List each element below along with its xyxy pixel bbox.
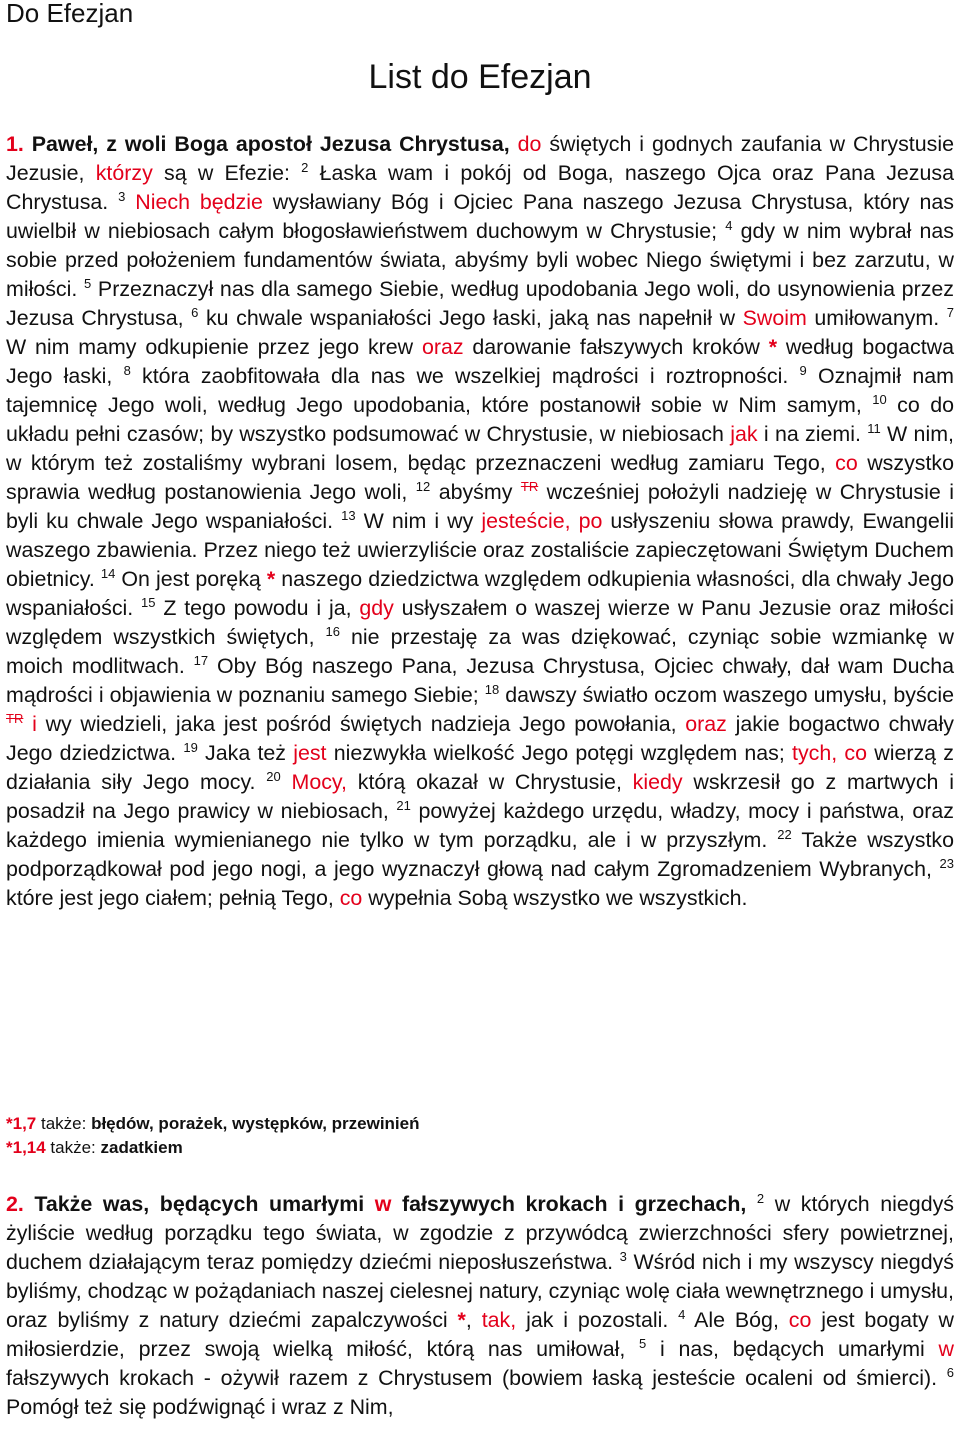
text-segment: W nim, w którym też zostaliśmy wybrani losem, będąc przeznaczeni według zamiaru Tego, — [6, 422, 954, 475]
text-segment: Przeznaczył nas dla samego Siebie, według upodobania Jego woli, do usynowienia przez Jezusa Chrystusa, — [6, 277, 954, 330]
verse-number: 23 — [939, 855, 954, 871]
text-segment: Wśród nich i my wszyscy niegdyś byliśmy, chodząc w pożądaniach naszej cielesnej natury, czyniąc wolę ciała wewnętrznego i umysłu, oraz byliśmy z natury dziećmi zapalczywości — [6, 1250, 954, 1332]
text-segment: co — [835, 451, 858, 475]
text-segment: 2. — [6, 1192, 24, 1216]
text-segment: Oby Bóg naszego Pana, Jezusa Chrystusa, Ojciec chwały, dał wam Ducha mądrości i objawienia w poznaniu samego Siebie; — [6, 654, 954, 707]
text-segment: co do układu pełni czasów; by wszystko podsumować w Chrystusie, w niebiosach — [6, 393, 954, 446]
text-segment: jak i pozostali. — [516, 1308, 679, 1332]
text-segment: powyżej każdego urzędu, władzy, mocy i państwa, oraz każdego imienia wymienianego nie tylko w tym porządku, ale i w przyszłym. — [6, 799, 954, 852]
text-segment: Paweł, z woli Boga apostoł Jezusa Chrystusa, — [23, 132, 510, 156]
verse-number: 7 — [946, 304, 954, 320]
text-segment: * — [457, 1308, 466, 1332]
text-segment: tak, — [481, 1308, 517, 1332]
verse-number: 19 — [183, 739, 198, 755]
verse-number: 9 — [799, 362, 807, 378]
text-segment: Niech będzie — [125, 190, 263, 214]
text-segment: którą okazał w Chrystusie, — [346, 770, 633, 794]
text-segment: darowanie fałszywych kroków — [463, 335, 769, 359]
footnote-1-7 — [6, 1112, 954, 1136]
verse-number: 8 — [123, 362, 131, 378]
verse-number: 2 — [301, 159, 309, 175]
text-segment: Swoim — [742, 306, 807, 330]
text-segment: Pomógł też się podźwignąć i wraz z Nim, — [6, 1395, 394, 1419]
verse-number: 21 — [396, 797, 411, 813]
verse-number: 6 — [191, 304, 199, 320]
text-segment: wy wiedzieli, jaka jest pośród świętych nadzieja Jego powołania, — [36, 712, 686, 736]
verse-number: 5 — [84, 275, 92, 291]
text-segment: i na ziemi. — [757, 422, 868, 446]
text-segment: co — [788, 1308, 812, 1332]
text-segment: wskrzesił go z martwych i posadził na Jego prawicy w niebiosach, — [6, 770, 954, 823]
text-segment: są w Efezie: — [152, 161, 302, 185]
text-segment: gdy w nim wybrał nas sobie przed położeniem fundamentów świata, abyśmy byli wobec Niego świętymi i bez zarzutu, w miłości. — [6, 219, 954, 301]
text-segment: 1. — [6, 132, 24, 156]
text-segment: także: — [45, 1138, 101, 1157]
verse-number: 14 — [100, 565, 116, 581]
text-segment: niezwykła wielkość Jego potęgi względem nas; — [326, 741, 793, 765]
text-segment: wszystko sprawia według postanowienia Jego woli, — [6, 451, 954, 504]
text-segment: usłyszeniu słowa prawdy, Ewangelii waszego zbawienia. Przez niego też uwierzyliście oraz zostaliście zapieczętowani Świętym Duchem obietnicy. — [6, 509, 955, 591]
text-segment: *1,14 — [6, 1138, 46, 1157]
text-segment — [281, 770, 292, 794]
text-segment: co — [339, 886, 363, 910]
verse-number: 16 — [325, 623, 341, 639]
text-segment: Także wszystko podporządkował pod jego nogi, a jego wyznaczył głową nad całym Zgromadzeniem Wybranych, — [6, 828, 954, 881]
verse-number: 10 — [872, 391, 887, 407]
verse-number: 5 — [639, 1335, 647, 1351]
text-segment: Jaka też — [197, 741, 294, 765]
text-segment: umiłowanym. — [806, 306, 947, 330]
verse-number: 3 — [619, 1248, 627, 1264]
chapter-1-text — [6, 130, 954, 913]
text-segment: *1,7 — [6, 1114, 37, 1133]
text-segment: w — [938, 1337, 954, 1361]
text-segment: naszego dziedzictwa względem odkupienia własności, dla chwały Jego wspaniałości. — [6, 567, 954, 620]
verse-number: 4 — [678, 1306, 686, 1322]
footnotes — [6, 1112, 954, 1160]
text-segment: On jest poręką — [115, 567, 267, 591]
text-segment: jest bogaty w miłosierdzie, przez swoją wielką miłość, którą nas umiłował, — [6, 1308, 954, 1361]
text-segment: oraz — [421, 335, 464, 359]
text-segment: * — [768, 335, 778, 359]
text-segment: fałszywych krokach i grzechach, — [391, 1192, 757, 1216]
verse-number: 2 — [756, 1190, 765, 1206]
verse-number: 22 — [777, 826, 792, 842]
verse-number: 20 — [266, 768, 281, 784]
text-segment — [23, 712, 32, 736]
verse-number: 13 — [341, 507, 356, 523]
text-segment: nie przestaję za was dziękować, czyniąc sobie wzmiankę w moich modlitwach. — [6, 625, 954, 678]
text-segment: wcześniej położyli nadzieję w Chrystusie i byli ku chwale Jego wspaniałości. — [6, 480, 954, 533]
text-segment: która zaobfitowała dla nas we wszelkiej mądrości i roztropności. — [130, 364, 800, 388]
verse-number: 17 — [193, 652, 209, 668]
text-segment: którzy — [84, 161, 153, 185]
verse-number: 4 — [725, 217, 733, 233]
text-segment: Oznajmił nam tajemnicę Jego woli, według Jego upodobania, które postanowił sobie w Nim samym, — [6, 364, 955, 417]
text-variant-marker: TR — [520, 478, 539, 494]
text-segment: wysławiany Bóg i Ojciec Pana naszego Jezusa Chrystusa, który nas uwielbił w niebiosach całym błogosławieństwem duchowym w Chrystusie; — [6, 190, 955, 243]
text-segment: abyśmy — [430, 480, 521, 504]
text-segment: i nas, będących umarłymi — [646, 1337, 939, 1361]
verse-number: 12 — [415, 478, 431, 494]
text-segment: Ale Bóg, — [685, 1308, 789, 1332]
text-segment: jakie bogactwo chwały Jego dziedzictwa. — [6, 712, 954, 765]
text-segment: wierzą z działania siły Jego mocy. — [6, 741, 954, 794]
text-segment: w — [374, 1192, 392, 1216]
text-segment: świętych i godnych zaufania w Chrystusie Jezusie, — [6, 132, 954, 185]
text-segment: które jest jego ciałem; pełnią Tego, — [6, 886, 340, 910]
text-segment: * — [266, 567, 276, 591]
text-segment: według bogactwa Jego łaski, — [6, 335, 954, 388]
verse-number: 18 — [484, 681, 500, 697]
text-variant-marker: TR — [6, 710, 24, 726]
text-segment: także: — [36, 1114, 92, 1133]
text-segment: do — [509, 132, 542, 156]
text-segment: , — [465, 1308, 482, 1332]
text-segment: w których niegdyś żyliście według porządku tego świata, w zgodzie z przywódcą zwierzchności sfery powietrznej, duchem działającym teraz pomiędzy dziećmi nieposłuszeństwa. — [6, 1192, 954, 1274]
text-segment: zadatkiem — [100, 1138, 183, 1157]
text-segment: usłyszałem o waszej wierze w Panu Jezusie oraz miłości względem wszystkich świętych, — [6, 596, 954, 649]
text-segment: błędów, porażek, występków, przewinień — [91, 1114, 420, 1133]
text-segment: gdy — [359, 596, 394, 620]
text-segment: kiedy — [632, 770, 683, 794]
verse-number: 15 — [141, 594, 156, 610]
text-segment: Łaska wam i pokój od Boga, naszego Ojca oraz Pana Jezusa Chrystusa. — [6, 161, 954, 214]
text-segment: Z tego powodu i ja, — [155, 596, 360, 620]
text-segment: Także was, będących umarłymi — [23, 1192, 375, 1216]
document-header: Do Efezjan — [6, 0, 134, 28]
text-segment: tych, co — [792, 741, 868, 765]
text-segment: fałszywych krokach - ożywił razem z Chrystusem (bowiem łaską jesteście ocaleni od śmierci). — [6, 1366, 947, 1390]
text-segment: jest — [293, 741, 327, 765]
text-segment: dawszy światło oczom waszego umysłu, byście — [499, 683, 954, 707]
text-segment: W nim mamy odkupienie przez jego krew — [6, 335, 422, 359]
verse-number: 11 — [867, 420, 881, 436]
text-segment: ku chwale wspaniałości Jego łaski, jaką nas napełnił w — [198, 306, 743, 330]
text-segment: W nim i wy — [355, 509, 482, 533]
chapter-2-text — [6, 1190, 954, 1422]
text-segment: Mocy, — [291, 770, 347, 794]
verse-number: 3 — [118, 188, 126, 204]
text-segment: wypełnia Sobą wszystko we wszystkich. — [362, 886, 748, 910]
footnote-1-14 — [6, 1136, 954, 1160]
verse-number: 6 — [946, 1364, 954, 1380]
text-segment: jesteście, po — [481, 509, 603, 533]
text-segment: oraz — [685, 712, 727, 736]
document-title: List do Efezjan — [368, 58, 592, 96]
text-segment: i — [32, 712, 37, 736]
text-segment: jak — [730, 422, 758, 446]
